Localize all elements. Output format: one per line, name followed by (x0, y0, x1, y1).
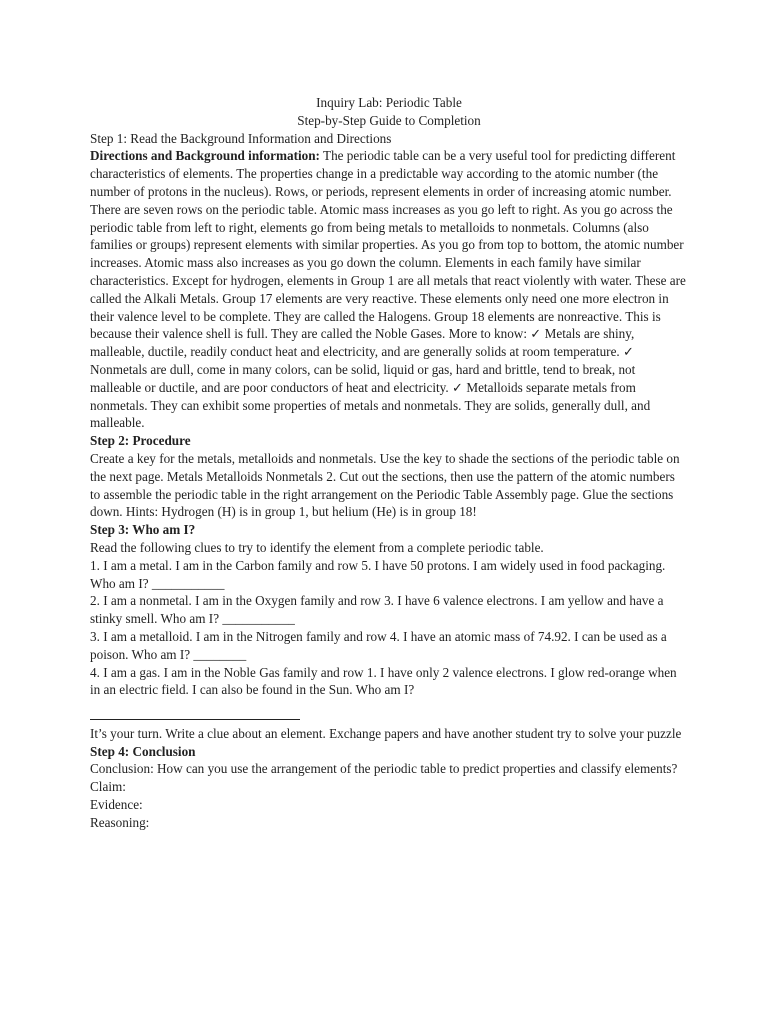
step3-heading: Step 3: Who am I? (90, 522, 196, 538)
your-turn-text: It’s your turn. Write a clue about an element. Exchange papers and have another student try to solve your puzzle (90, 725, 682, 741)
directions-label: Directions and Background information: (90, 148, 320, 164)
evidence-label: Evidence: (90, 797, 143, 813)
procedure-text: Create a key for the metals, metalloids and nonmetals. Use the key to shade the sections of the periodic table on the next page. Metals Metalloids Nonmetals 2. Cut out the sections, then use the pattern of the atomic numbers to assemble the periodic table in the right arrangement on the Periodic Table Assembly page. Glue the sections down. Hints: Hydrogen (H) is in group 1, but helium (He) is in group 18! (90, 450, 680, 520)
page-subtitle: Step-by-Step Guide to Completion (297, 112, 481, 128)
answer-blank (90, 707, 300, 720)
page-title: Inquiry Lab: Periodic Table (316, 95, 462, 110)
clue-1: 1. I am a metal. I am in the Carbon family and row 5. I have 50 protons. I am widely used in food packaging. Who am I? ___________ (90, 557, 666, 591)
step3-intro: Read the following clues to try to identify the element from a complete periodic table. (90, 539, 544, 555)
clue-2: 2. I am a nonmetal. I am in the Oxygen family and row 3. I have 6 valence electrons. I am yellow and have a stinky smell. Who am I? ___________ (90, 593, 664, 627)
step4-heading: Step 4: Conclusion (90, 743, 196, 759)
answer-line (90, 707, 688, 725)
reasoning-label: Reasoning: (90, 814, 150, 830)
directions-paragraph (90, 147, 688, 432)
claim-label: Claim: (90, 779, 126, 795)
answer-gap (90, 699, 688, 705)
directions-text: The periodic table can be a very useful tool for predicting different characteristics of elements. The properties change in a predictable way according to the atomic number (the number of protons in the nucleus). Rows, or periods, represent elements in order of increasing atomic number. There are seven rows on the periodic table. Atomic mass increases as you go left to right. As you go across the periodic table from left to right, elements go from being metals to metalloids to nonmetals. Columns (also families or groups) represent elements with similar properties. As you go from top to bottom, the atomic number increases. Atomic mass also increases as you go down the column. Elements in each family have similar characteristics. Except for hydrogen, elements in Group 1 are all metals that react violently with water. These are called the Alkali Metals. Group 17 elements are very reactive. These elements only need one more electron in their valence level to be complete. They are called the Halogens. Group 18 elements are nonreactive. This is because their valence shell is full. They are called the Noble Gases. More to know: ✓ Metals are shiny, malleable, ductile, readily conduct heat and electricity, and are generally solids at room temperature. ✓ Nonmetals are dull, come in many colors, can be solid, liquid or gas, hard and brittle, tend to break, not malleable or ductile, and are poor conductors of heat and electricity. ✓ Metalloids separate metals from nonmetals. They can exhibit some properties of metals and nonmetals. They are solids, generally dull, and malleable. (90, 148, 686, 431)
clue-4: 4. I am a gas. I am in the Noble Gas family and row 1. I have only 2 valence electrons. I glow red-orange when in an electric field. I can also be found in the Sun. Who am I? (90, 664, 677, 698)
clue-3: 3. I am a metalloid. I am in the Nitrogen family and row 4. I have an atomic mass of 74.92. I can be used as a poison. Who am I? ________ (90, 628, 667, 662)
conclusion-question: Conclusion: How can you use the arrangement of the periodic table to predict properties and classify elements? (90, 761, 678, 777)
step2-heading: Step 2: Procedure (90, 433, 191, 449)
step1-heading: Step 1: Read the Background Information and Directions (90, 130, 392, 146)
